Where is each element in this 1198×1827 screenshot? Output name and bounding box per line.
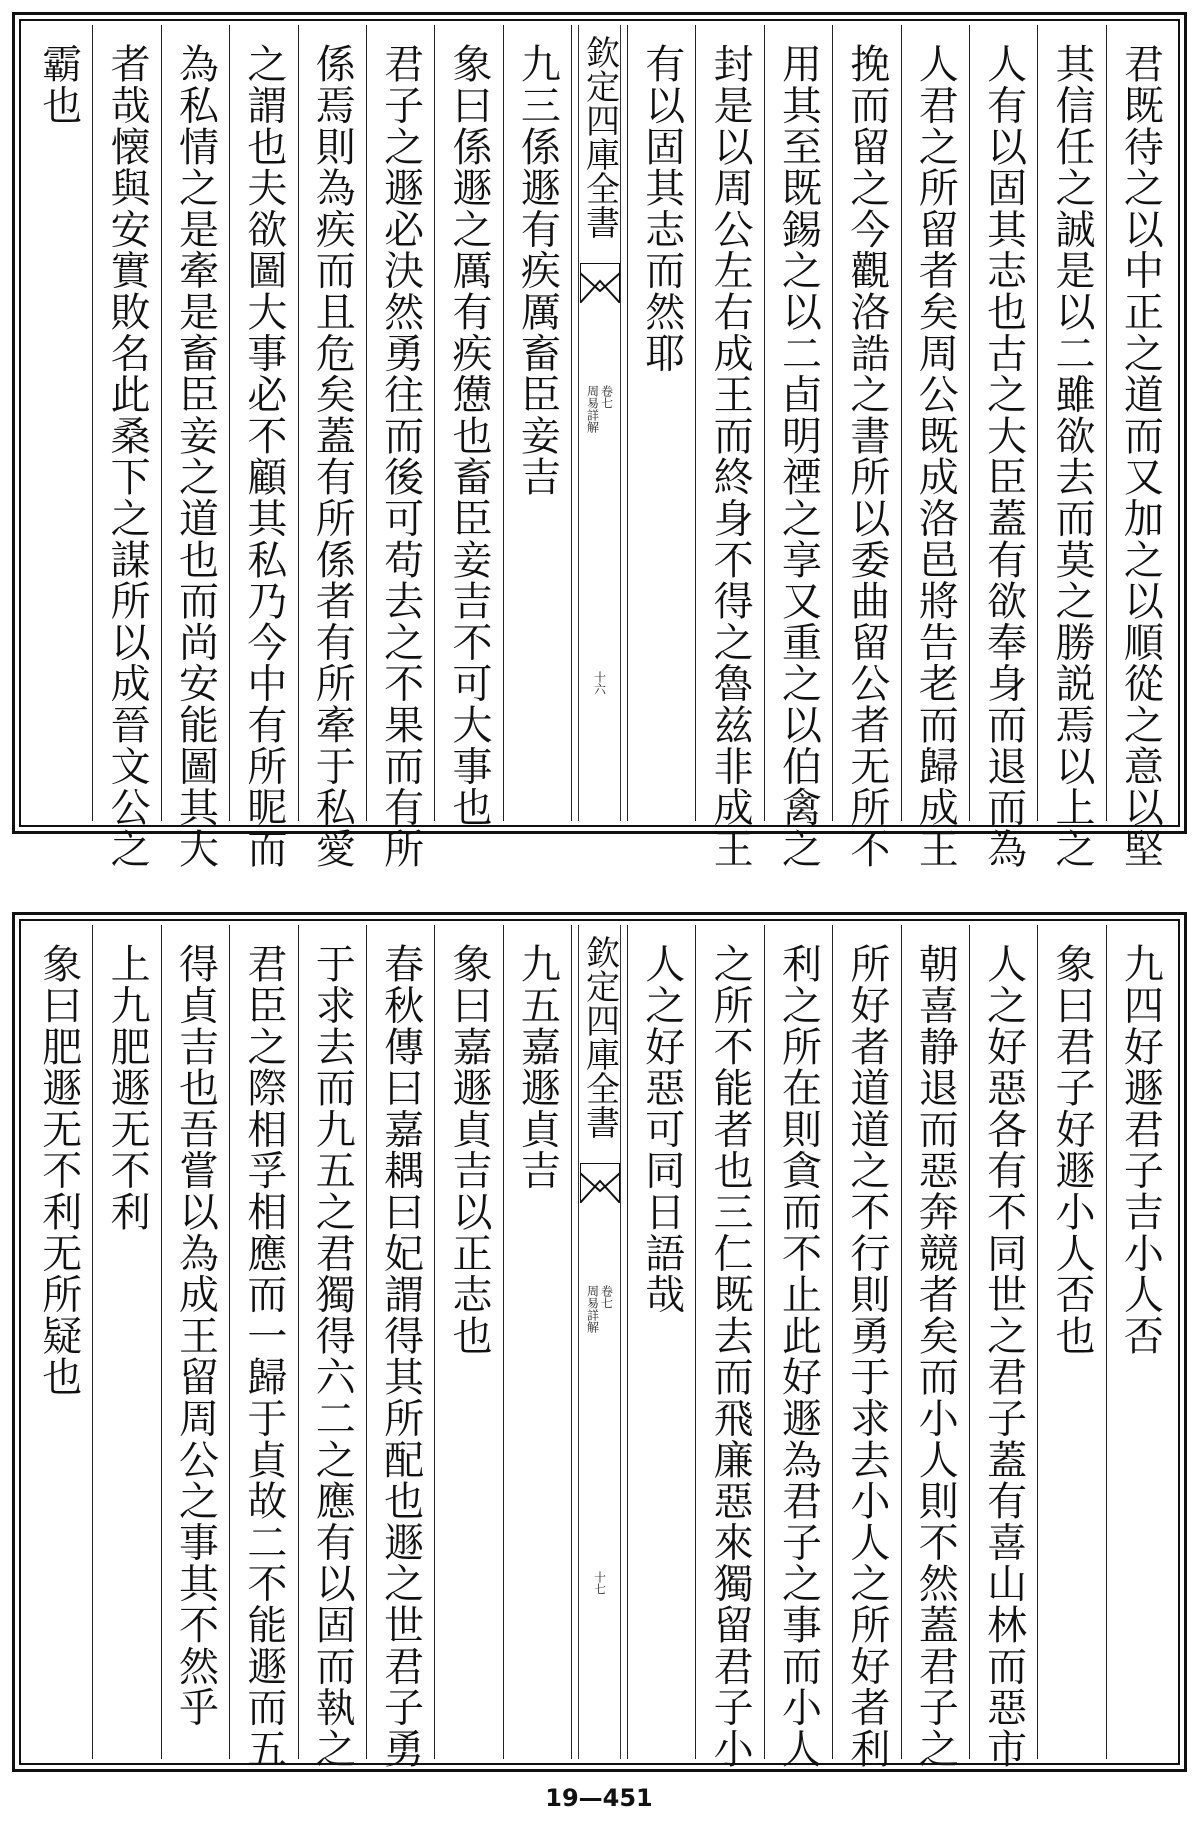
text-column (25, 925, 92, 1759)
text-column (901, 925, 969, 1769)
column-text: 象曰嘉遯貞吉以正志也 (445, 943, 492, 1356)
center-gutter (571, 25, 627, 821)
column-text: 之所不能者也三仁既去而飛廉惡來獨留君子小 (707, 943, 754, 1769)
column-text: 君既待之以中正之道而又加之以順從之意以堅 (1117, 43, 1164, 869)
text-column (366, 25, 434, 869)
volume-label: 卷七 (599, 1285, 614, 1309)
page-number: 19—451 (545, 1784, 653, 1812)
collection-title: 欽定四庫全書 (579, 935, 620, 1139)
column-text: 封是以周公左右成王而終身不得之魯兹非成王 (707, 43, 754, 869)
text-column (627, 925, 695, 1759)
gutter-title (572, 35, 627, 239)
bottom-page-columns (25, 925, 1174, 1769)
text-column (832, 25, 900, 869)
column-text: 君臣之際相孚相應而一歸于貞故二不能遯而五 (240, 943, 287, 1769)
column-text: 有以固其志而然耶 (638, 43, 685, 374)
column-text: 九四好遯君子吉小人否 (1117, 943, 1164, 1356)
column-text: 之謂也夫欲圖大事必不顧其私乃今中有所昵而 (240, 43, 287, 869)
folio-number: 十六 (592, 671, 607, 695)
text-column (229, 25, 297, 869)
text-column (92, 25, 160, 869)
column-text: 係焉則為疾而且危矣蓋有所係者有所牽于私愛 (309, 43, 356, 869)
text-column (92, 925, 160, 1759)
gutter-title (572, 935, 627, 1139)
column-text: 用其至既錫之以二卣明禋之享又重之以伯禽之 (775, 43, 822, 869)
bottom-page (12, 912, 1187, 1772)
text-column (1037, 25, 1105, 869)
text-column (434, 25, 502, 828)
text-column (969, 25, 1037, 869)
column-text: 所好者道道之不行則勇于求去小人之所好者利 (843, 943, 890, 1769)
text-column (1037, 925, 1105, 1759)
text-column (366, 925, 434, 1769)
column-text: 九五嘉遯貞吉 (514, 943, 561, 1191)
column-text: 上九肥遯无不利 (104, 943, 151, 1233)
fish-tail-ornament (580, 1163, 620, 1203)
volume-label: 卷七 (599, 385, 614, 409)
text-column (832, 925, 900, 1769)
column-text: 霸也 (35, 43, 82, 126)
text-column (901, 25, 969, 869)
text-column (695, 925, 763, 1769)
text-column (695, 25, 763, 869)
top-page (12, 12, 1187, 869)
column-text: 人之好惡可同日語哉 (638, 943, 685, 1315)
column-text: 象曰係遯之厲有疾憊也畜臣妾吉不可大事也 (445, 43, 492, 828)
gutter-book-info (572, 385, 627, 433)
column-text: 其信任之誠是以二雖欲去而莫之勝説焉以上之 (1048, 43, 1095, 869)
text-column (298, 925, 366, 1769)
folio-number: 十七 (592, 1571, 607, 1595)
column-text: 者哉懐與安實敗名此桑下之謀所以成晉文公之 (104, 43, 151, 869)
column-text: 春秋傳曰嘉耦曰妃謂得其所配也遯之世君子勇 (377, 943, 424, 1769)
book-title: 周易詳解 (585, 1285, 600, 1333)
column-text: 于求去而九五之君獨得六二之應有以固而執之 (309, 943, 356, 1769)
text-column (434, 925, 502, 1759)
column-text: 利之所在則貪而不止此好遯為君子之事而小人 (775, 943, 822, 1769)
column-text: 人君之所留者矣周公既成洛邑將告老而歸成王 (912, 43, 959, 869)
gutter-folio (572, 671, 627, 695)
text-column (503, 25, 571, 821)
column-text: 九三係遯有疾厲畜臣妾吉 (514, 43, 561, 498)
fish-tail-ornament (580, 263, 620, 303)
text-column (764, 925, 832, 1769)
text-column (25, 25, 92, 821)
text-column (764, 25, 832, 869)
text-column (161, 925, 229, 1759)
collection-title: 欽定四庫全書 (579, 35, 620, 239)
column-text: 象曰君子好遯小人否也 (1048, 943, 1095, 1356)
gutter-book-info (572, 1285, 627, 1333)
text-column (627, 25, 695, 821)
column-text: 為私情之是牽是畜臣妾之道也而尚安能圖其大 (172, 43, 219, 869)
text-column (969, 925, 1037, 1769)
text-column (503, 925, 571, 1759)
column-text: 朝喜静退而惡奔競者矣而小人則不然蓋君子之 (912, 943, 959, 1769)
column-text: 人有以固其志也古之大臣蓋有欲奉身而退而為 (980, 43, 1027, 869)
text-column (161, 25, 229, 869)
text-column (1106, 925, 1174, 1759)
column-text: 象曰肥遯无不利无所疑也 (35, 943, 82, 1398)
top-page-columns (25, 25, 1174, 869)
gutter-folio (572, 1571, 627, 1595)
text-column (229, 925, 297, 1769)
book-title: 周易詳解 (585, 385, 600, 433)
center-gutter (571, 925, 627, 1759)
column-text: 挽而留之今觀洛誥之書所以委曲留公者无所不 (843, 43, 890, 869)
text-column (1106, 25, 1174, 869)
column-text: 得貞吉也吾嘗以為成王留周公之事其不然乎 (172, 943, 219, 1728)
text-column (298, 25, 366, 869)
column-text: 人之好惡各有不同世之君子蓋有喜山林而惡市 (980, 943, 1027, 1769)
column-text: 君子之遯必決然勇往而後可苟去之不果而有所 (377, 43, 424, 869)
